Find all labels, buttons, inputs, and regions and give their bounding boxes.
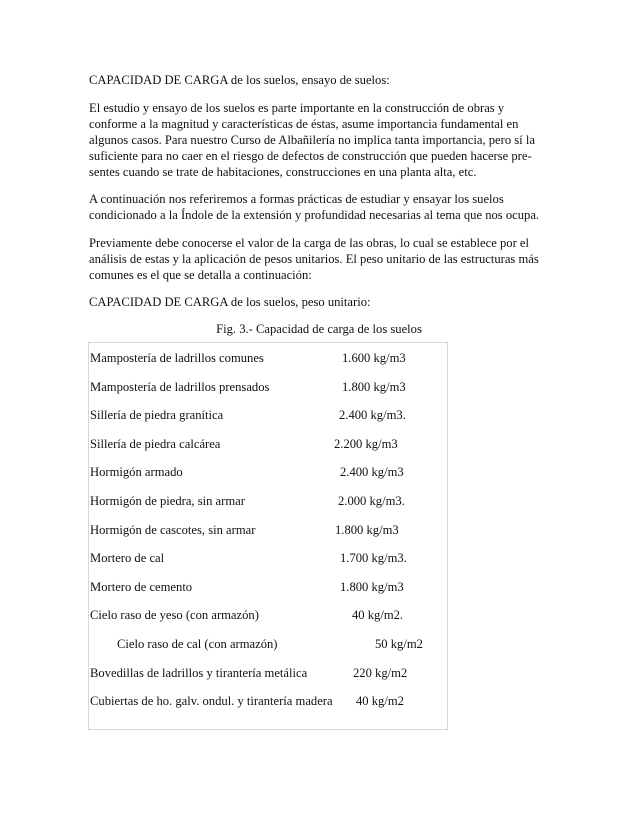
table-row xyxy=(89,580,447,600)
material-name: Cielo raso de yeso (con armazón) xyxy=(90,608,259,622)
unit-weight: 50 kg/m2 xyxy=(375,637,423,651)
table-row xyxy=(89,551,447,571)
paragraph-line: conforme a la magnitud y características de éstas, asume importancia fundamental en xyxy=(89,117,519,131)
material-name: Hormigón de piedra, sin armar xyxy=(90,494,245,508)
table-row xyxy=(89,694,447,714)
figure-caption: Fig. 3.- Capacidad de carga de los suelos xyxy=(216,322,422,336)
table-row xyxy=(89,465,447,485)
material-name: Cubiertas de ho. galv. ondul. y tirantería madera xyxy=(90,694,333,708)
unit-weight: 40 kg/m2. xyxy=(352,608,404,622)
paragraph-line: análisis de estas y la aplicación de pesos unitarios. El peso unitario de las estructuras más xyxy=(89,252,539,266)
material-name: Hormigón de cascotes, sin armar xyxy=(90,523,256,537)
table-row xyxy=(89,494,447,514)
unit-weight: 1.800 kg/m3 xyxy=(335,523,399,537)
heading-capacidad-peso: CAPACIDAD DE CARGA de los suelos, peso unitario: xyxy=(89,295,371,309)
unit-weight: 1.600 kg/m3 xyxy=(342,351,406,365)
unit-weight: 2.000 kg/m3. xyxy=(338,494,405,508)
material-name: Sillería de piedra granítica xyxy=(90,408,224,422)
table-row xyxy=(89,608,447,628)
unit-weight: 2.400 kg/m3 xyxy=(340,465,404,479)
material-name: Cielo raso de cal (con armazón) xyxy=(117,637,278,651)
weights-table xyxy=(88,342,448,730)
unit-weight: 40 kg/m2 xyxy=(356,694,404,708)
paragraph-line: Previamente debe conocerse el valor de la carga de las obras, lo cual se establece por el xyxy=(89,236,529,250)
material-name: Bovedillas de ladrillos y tirantería metálica xyxy=(90,666,308,680)
table-row xyxy=(89,637,447,657)
paragraph-line: A continuación nos referiremos a formas prácticas de estudiar y ensayar los suelos xyxy=(89,192,504,206)
unit-weight: 1.700 kg/m3. xyxy=(340,551,407,565)
table-row xyxy=(89,380,447,400)
unit-weight: 1.800 kg/m3 xyxy=(342,380,406,394)
table-row xyxy=(89,408,447,428)
paragraph-line: algunos casos. Para nuestro Curso de Albañilería no implica tanta importancia, pero sí la xyxy=(89,133,535,147)
unit-weight: 1.800 kg/m3 xyxy=(340,580,404,594)
heading-capacidad-ensayo: CAPACIDAD DE CARGA de los suelos, ensayo de suelos: xyxy=(89,73,390,87)
paragraph-line: condicionado a la Índole de la extensión y profundidad necesarias al tema que nos ocupa. xyxy=(89,208,540,222)
material-name: Mampostería de ladrillos prensados xyxy=(90,380,270,394)
paragraph-line: suficiente para no caer en el riesgo de defectos de construcción que pueden hacerse pre- xyxy=(89,149,532,163)
unit-weight: 220 kg/m2 xyxy=(353,666,408,680)
unit-weight: 2.400 kg/m3. xyxy=(339,408,406,422)
paragraph-line: El estudio y ensayo de los suelos es parte importante en la construcción de obras y xyxy=(89,101,505,115)
unit-weight: 2.200 kg/m3 xyxy=(334,437,398,451)
material-name: Mampostería de ladrillos comunes xyxy=(90,351,264,365)
material-name: Mortero de cal xyxy=(90,551,165,565)
table-row xyxy=(89,437,447,457)
material-name: Mortero de cemento xyxy=(90,580,193,594)
table-row xyxy=(89,666,447,686)
material-name: Hormigón armado xyxy=(90,465,183,479)
paragraph-line: comunes es el que se detalla a continuación: xyxy=(89,268,312,282)
material-name: Sillería de piedra calcárea xyxy=(90,437,221,451)
table-row xyxy=(89,351,447,371)
paragraph-line: sentes cuando se trate de habitaciones, construcciones en una planta alta, etc. xyxy=(89,165,477,179)
table-row xyxy=(89,523,447,543)
